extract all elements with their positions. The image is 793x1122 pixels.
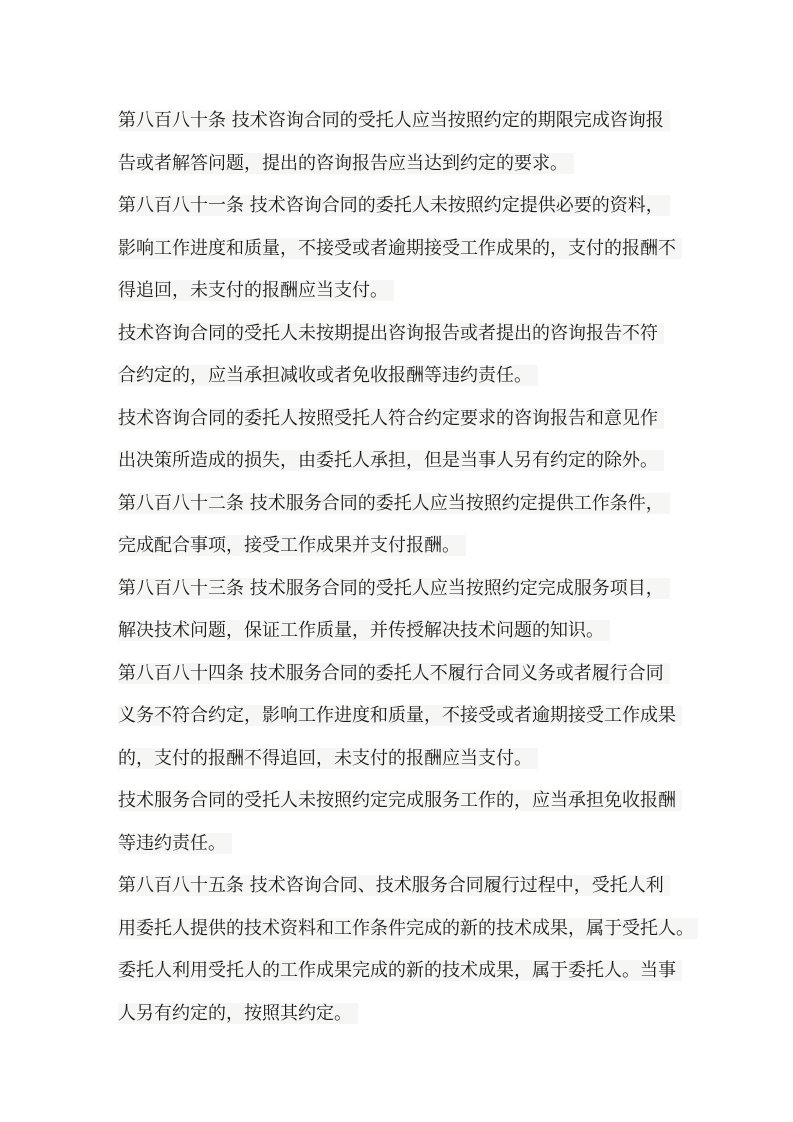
text-line <box>118 865 698 908</box>
text-line-content: 第八百八十四条 技术服务合同的委托人不履行合同义务或者履行合同 <box>118 663 670 684</box>
text-line-content: 解决技术问题，保证工作质量，并传授解决技术问题的知识。 <box>118 620 610 641</box>
text-line-content: 第八百八十一条 技术咨询合同的委托人未按照约定提供必要的资料， <box>118 195 670 216</box>
text-line <box>118 313 698 356</box>
text-line <box>118 695 698 738</box>
text-line-content: 第八百八十条 技术咨询合同的受托人应当按照约定的期限完成咨询报 <box>118 110 670 131</box>
text-line <box>118 653 698 696</box>
text-line-content: 等违约责任。 <box>118 833 232 854</box>
text-line-content: 用委托人提供的技术资料和工作条件完成的新的技术成果，属于受托人。 <box>118 918 698 939</box>
text-line <box>118 950 698 993</box>
text-line <box>118 100 698 143</box>
text-line-content: 技术咨询合同的受托人未按期提出咨询报告或者提出的咨询报告不符 <box>118 323 664 344</box>
text-line-content: 的，支付的报酬不得追回，未支付的报酬应当支付。 <box>118 748 538 769</box>
text-line <box>118 355 698 398</box>
text-line <box>118 738 698 781</box>
text-line-content: 影响工作进度和质量，不接受或者逾期接受工作成果的，支付的报酬不 <box>118 238 682 259</box>
text-line-content: 技术咨询合同的委托人按照受托人符合约定要求的咨询报告和意见作 <box>118 408 664 429</box>
text-line-content: 第八百八十五条 技术咨询合同、技术服务合同履行过程中，受托人利 <box>118 875 670 896</box>
text-line-content: 人另有约定的，按照其约定。 <box>118 1003 358 1024</box>
legal-text <box>118 100 698 1035</box>
text-line-content: 告或者解答问题，提出的咨询报告应当达到约定的要求。 <box>118 153 574 174</box>
text-line <box>118 398 698 441</box>
text-line <box>118 185 698 228</box>
text-line <box>118 483 698 526</box>
text-line <box>118 610 698 653</box>
text-line <box>118 993 698 1036</box>
text-line <box>118 143 698 186</box>
text-line <box>118 780 698 823</box>
text-line <box>118 823 698 866</box>
text-line <box>118 908 698 951</box>
text-line-content: 第八百八十三条 技术服务合同的受托人应当按照约定完成服务项目， <box>118 578 670 599</box>
text-line-content: 义务不符合约定，影响工作进度和质量，不接受或者逾期接受工作成果 <box>118 705 682 726</box>
text-line-content: 委托人利用受托人的工作成果完成的新的技术成果，属于委托人。当事 <box>118 960 682 981</box>
text-line-content: 出决策所造成的损失，由委托人承担，但是当事人另有约定的除外。 <box>118 450 664 471</box>
text-line <box>118 440 698 483</box>
text-line-content: 完成配合事项，接受工作成果并支付报酬。 <box>118 535 466 556</box>
text-line-content: 得追回，未支付的报酬应当支付。 <box>118 280 394 301</box>
text-line-content: 合约定的，应当承担减收或者免收报酬等违约责任。 <box>118 365 538 386</box>
text-line <box>118 525 698 568</box>
text-line <box>118 228 698 271</box>
text-line-content: 技术服务合同的受托人未按照约定完成服务工作的，应当承担免收报酬 <box>118 790 682 811</box>
text-line <box>118 568 698 611</box>
text-line <box>118 270 698 313</box>
text-line-content: 第八百八十二条 技术服务合同的委托人应当按照约定提供工作条件， <box>118 493 670 514</box>
